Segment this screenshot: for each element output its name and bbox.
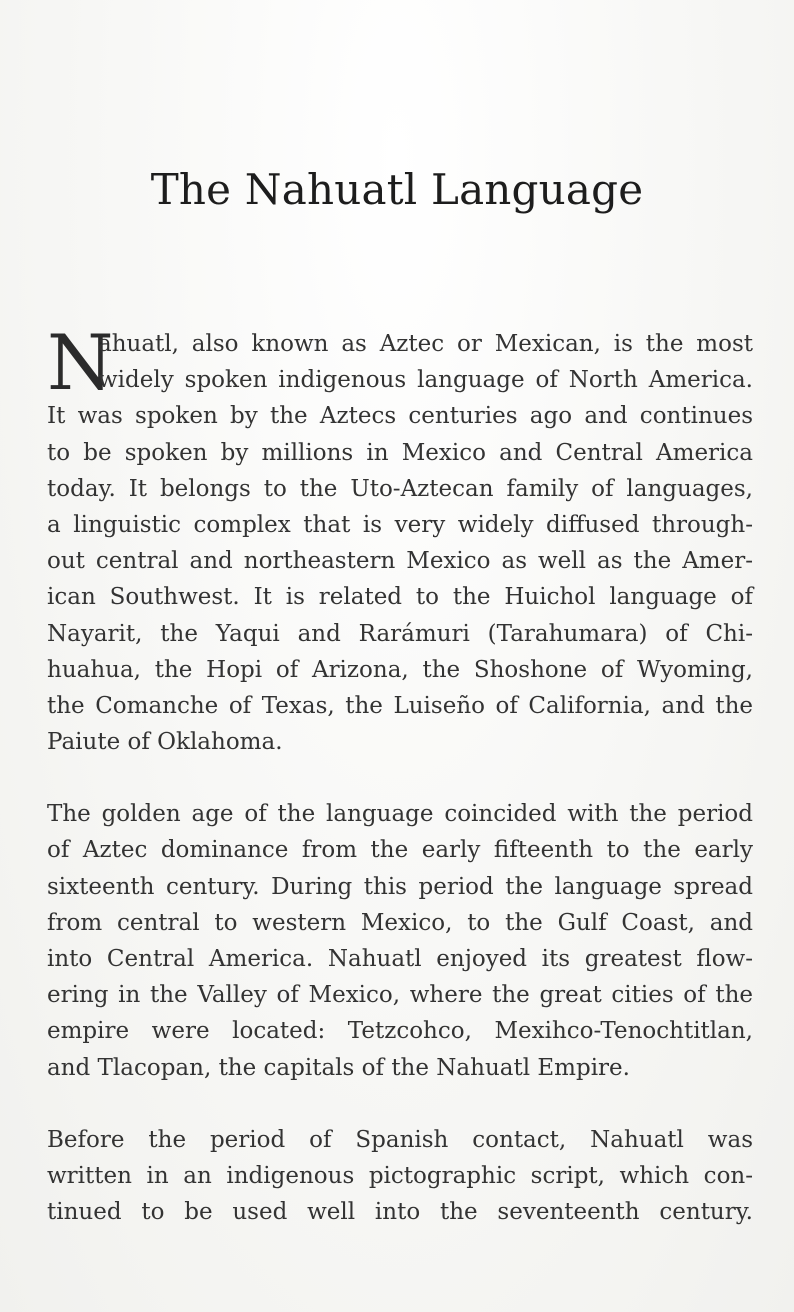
text-line: ering in the Valley of Mexico, where the great cities of the <box>47 982 753 1009</box>
dropcap-block <box>47 318 753 407</box>
text-line: to be spoken by millions in Mexico and Central America <box>47 439 753 466</box>
text-line: a linguistic complex that is very widely diffused through- <box>47 511 753 538</box>
body-text <box>47 318 753 1266</box>
drop-cap: N <box>47 318 114 407</box>
text-line: of Aztec dominance from the early fifteenth to the early <box>47 837 753 864</box>
chapter-title: The Nahuatl Language <box>150 165 644 214</box>
paragraph-2 <box>47 796 753 1086</box>
paragraph-1 <box>47 318 753 760</box>
text-line: the Comanche of Texas, the Luiseño of California, and the <box>47 692 753 719</box>
text-line: Paiute of Oklahoma. <box>47 729 283 756</box>
text-line: huahua, the Hopi of Arizona, the Shoshone of Wyoming, <box>47 656 753 683</box>
text-line: widely spoken indigenous language of North America. <box>98 367 753 394</box>
text-line: sixteenth century. During this period the language spread <box>47 873 753 900</box>
text-line: Before the period of Spanish contact, Nahuatl was <box>47 1126 753 1153</box>
text-line: today. It belongs to the Uto-Aztecan family of languages, <box>47 475 753 502</box>
text-line: out central and northeastern Mexico as well as the Amer- <box>47 548 753 575</box>
text-line: and Tlacopan, the capitals of the Nahuatl Empire. <box>47 1054 630 1081</box>
text-line: The golden age of the language coincided with the period <box>47 801 753 828</box>
paragraph-3 <box>47 1122 753 1231</box>
text-line: into Central America. Nahuatl enjoyed its greatest flow- <box>47 946 753 973</box>
text-line: from central to western Mexico, to the Gulf Coast, and <box>47 909 753 936</box>
text-line: ahuatl, also known as Aztec or Mexican, is the most <box>98 331 753 357</box>
text-line: Nayarit, the Yaqui and Rarámuri (Tarahumara) of Chi- <box>47 620 753 647</box>
text-line: empire were located: Tetzcohco, Mexihco-Tenochtitlan, <box>47 1018 753 1045</box>
text-line: tinued to be used well into the seventeenth century. <box>47 1199 753 1226</box>
text-line: ican Southwest. It is related to the Huichol language of <box>47 584 753 611</box>
text-line: written in an indigenous pictographic script, which con- <box>47 1162 753 1189</box>
text-line: It was spoken by the Aztecs centuries ago and continues <box>47 403 753 430</box>
